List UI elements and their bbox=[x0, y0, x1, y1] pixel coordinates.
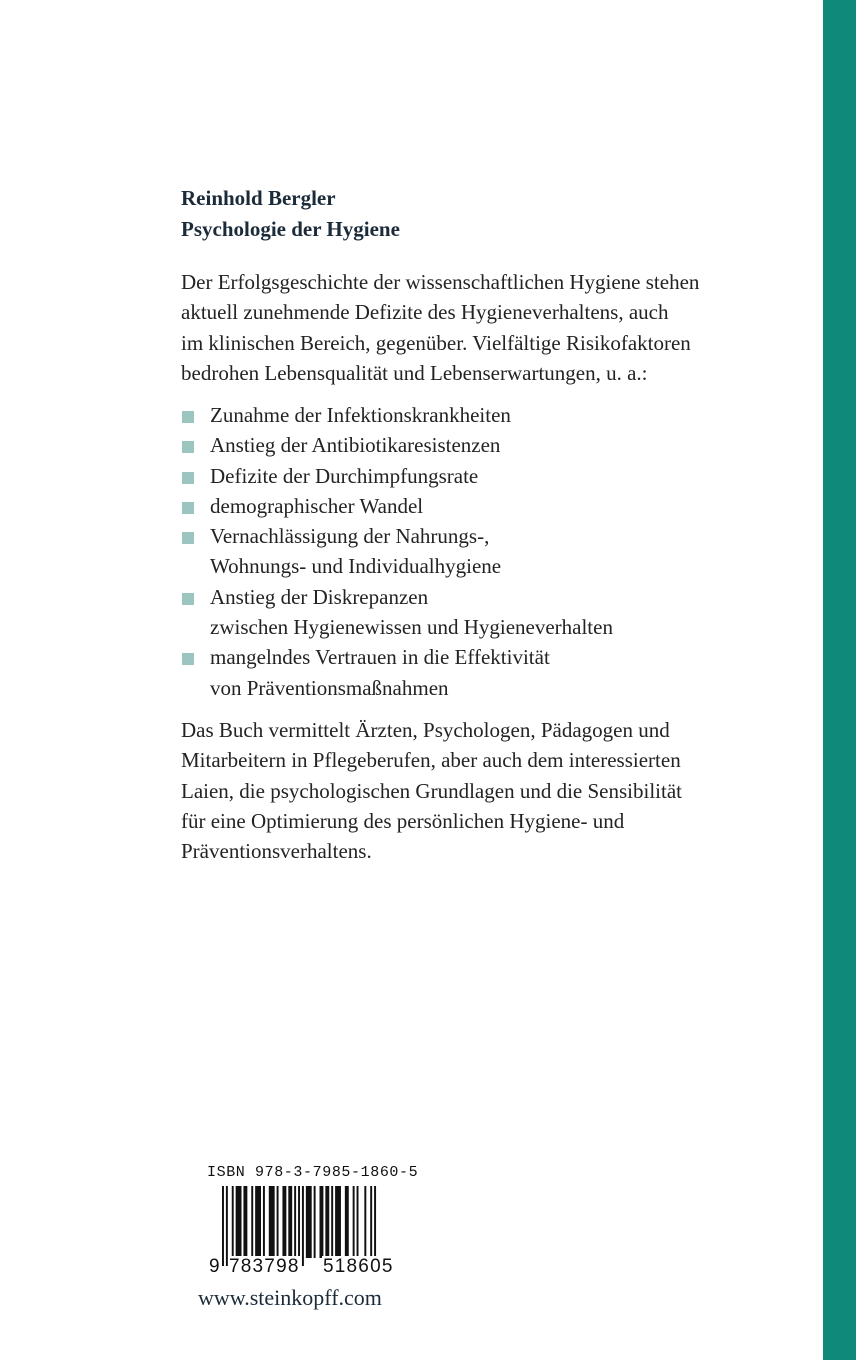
barcode-digits-left: 783798 bbox=[229, 1256, 300, 1277]
list-item-text: Anstieg der Antibiotikaresistenzen bbox=[210, 433, 501, 458]
barcode-bar bbox=[302, 1186, 304, 1266]
outro-line: Das Buch vermittelt Ärzten, Psychologen, Pädagogen und bbox=[181, 718, 670, 742]
risk-factor-list bbox=[181, 400, 801, 703]
outro-line: Laien, die psychologischen Grundlagen und die Sensibilität bbox=[181, 778, 682, 803]
list-item-text: mangelndes Vertrauen in die Effektivität bbox=[210, 645, 550, 670]
square-bullet-icon bbox=[182, 653, 194, 665]
intro-line: aktuell zunehmende Defizite des Hygieneverhaltens, auch bbox=[181, 300, 669, 325]
list-item bbox=[181, 491, 801, 521]
book-header bbox=[181, 183, 400, 245]
list-item bbox=[181, 400, 801, 430]
list-item-text: Zunahme der Infektionskrankheiten bbox=[210, 403, 511, 427]
outro-paragraph bbox=[181, 715, 801, 866]
list-item bbox=[181, 461, 801, 491]
outro-line: Präventionsverhaltens. bbox=[181, 839, 372, 864]
square-bullet-icon bbox=[182, 441, 194, 453]
list-item bbox=[181, 430, 801, 460]
publisher-url: www.steinkopff.com bbox=[198, 1285, 382, 1310]
square-bullet-icon bbox=[182, 472, 194, 484]
barcode-bar bbox=[320, 1186, 324, 1258]
barcode-bar bbox=[255, 1186, 261, 1258]
list-item-text: von Präventionsmaßnahmen bbox=[210, 675, 449, 700]
spine-color-bar bbox=[823, 0, 856, 1360]
barcode-bar bbox=[294, 1186, 296, 1258]
outro-line: Mitarbeitern in Pflegeberufen, aber auch dem interessierten bbox=[181, 748, 681, 773]
list-item-text: zwischen Hygienewissen und Hygieneverhalten bbox=[210, 615, 613, 640]
barcode-bar bbox=[222, 1186, 224, 1266]
barcode-bar bbox=[232, 1186, 234, 1258]
barcode-bar bbox=[226, 1186, 228, 1266]
barcode-bar bbox=[251, 1186, 253, 1258]
barcode-bar bbox=[263, 1186, 265, 1258]
list-item-text: Wohnungs- und Individualhygiene bbox=[210, 554, 502, 579]
barcode-image bbox=[222, 1186, 408, 1266]
square-bullet-icon bbox=[182, 502, 194, 514]
author-name: Reinhold Bergler bbox=[181, 186, 336, 210]
barcode-bar bbox=[370, 1186, 372, 1266]
list-item-text: Vernachlässigung der Nahrungs-, bbox=[210, 524, 490, 549]
barcode-bar bbox=[374, 1186, 376, 1266]
barcode-bar bbox=[277, 1186, 279, 1258]
list-item-text: Defizite der Durchimpfungsrate bbox=[210, 463, 479, 488]
outro-line: für eine Optimierung des persönlichen Hygiene- und bbox=[181, 808, 625, 833]
barcode-bar bbox=[288, 1186, 292, 1258]
barcode-digits-right: 518605 bbox=[323, 1256, 394, 1277]
barcode-bar bbox=[364, 1186, 366, 1258]
square-bullet-icon bbox=[182, 593, 194, 605]
intro-line: Der Erfolgsgeschichte der wissenschaftlichen Hygiene stehen bbox=[181, 270, 700, 294]
barcode-digits bbox=[206, 1256, 416, 1282]
barcode-bar bbox=[331, 1186, 333, 1258]
book-title: Psychologie der Hygiene bbox=[181, 217, 400, 241]
barcode-bar bbox=[353, 1186, 355, 1258]
barcode-bar bbox=[236, 1186, 242, 1258]
barcode-bar bbox=[269, 1186, 275, 1258]
list-item bbox=[181, 521, 801, 582]
intro-line: im klinischen Bereich, gegenüber. Vielfältige Risikofaktoren bbox=[181, 330, 691, 355]
barcode-digit-lead: 9 bbox=[209, 1256, 220, 1277]
intro-line: bedrohen Lebensqualität und Lebenserwartungen, u. a.: bbox=[181, 360, 648, 385]
barcode-bar bbox=[345, 1186, 349, 1258]
barcode-bar bbox=[357, 1186, 359, 1258]
barcode-bar bbox=[282, 1186, 286, 1258]
list-item bbox=[181, 642, 801, 703]
isbn-label: ISBN 978-3-7985-1860-5 bbox=[207, 1164, 419, 1181]
square-bullet-icon bbox=[182, 411, 194, 423]
barcode-bar bbox=[243, 1186, 247, 1258]
list-item bbox=[181, 582, 801, 643]
barcode-bar bbox=[335, 1186, 341, 1258]
barcode-bar bbox=[306, 1186, 312, 1258]
barcode-bar bbox=[314, 1186, 316, 1258]
barcode-bar bbox=[325, 1186, 329, 1258]
list-item-text: demographischer Wandel bbox=[210, 493, 424, 518]
intro-paragraph bbox=[181, 267, 781, 388]
list-item-text: Anstieg der Diskrepanzen bbox=[210, 584, 429, 609]
barcode-bar bbox=[298, 1186, 300, 1266]
square-bullet-icon bbox=[182, 532, 194, 544]
